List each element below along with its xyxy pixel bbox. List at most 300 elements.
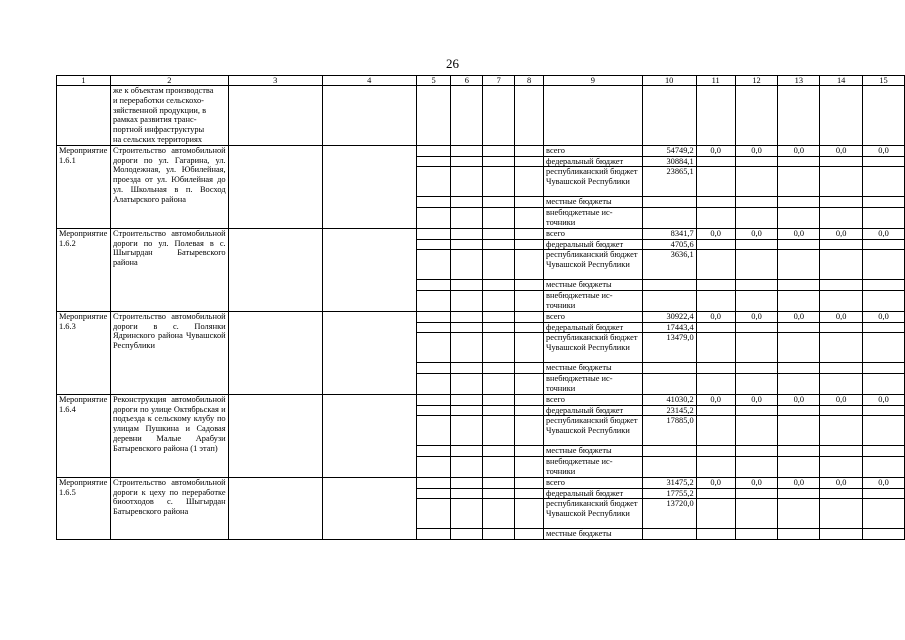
empty-cell xyxy=(863,363,905,374)
empty-cell xyxy=(778,446,820,457)
empty-cell xyxy=(515,197,544,208)
measure-1-row-total xyxy=(57,145,905,156)
empty-cell xyxy=(735,363,778,374)
empty-cell xyxy=(451,488,483,499)
continuation-code-cell xyxy=(57,86,111,146)
funding-source-label: местные бюджеты xyxy=(544,529,643,540)
measure-code: Мероприятие 1.6.3 xyxy=(57,311,111,394)
empty-cell xyxy=(416,374,451,395)
empty-cell xyxy=(735,167,778,197)
continuation-empty-cell xyxy=(228,86,322,146)
column-header-2: 2 xyxy=(110,76,228,86)
empty-cell xyxy=(696,488,735,499)
empty-cell xyxy=(416,208,451,229)
empty-cell xyxy=(483,228,515,239)
empty-cell xyxy=(696,374,735,395)
empty-cell xyxy=(696,250,735,280)
amount-total: 8341,7 xyxy=(642,228,696,239)
empty-cell xyxy=(515,363,544,374)
continuation-empty-cell xyxy=(515,86,544,146)
amount-empty xyxy=(642,291,696,312)
continuation-line: зяйственной продукции, в xyxy=(112,105,207,115)
year-value-col-15: 0,0 xyxy=(863,477,905,488)
empty-cell xyxy=(863,197,905,208)
column-header-7: 7 xyxy=(483,76,515,86)
empty-cell xyxy=(696,167,735,197)
empty-cell xyxy=(515,228,544,239)
empty-cell xyxy=(820,250,863,280)
funding-source-label: федеральный бюджет xyxy=(544,322,643,333)
empty-cell xyxy=(696,156,735,167)
empty-cell xyxy=(416,499,451,529)
empty-cell xyxy=(696,197,735,208)
empty-cell xyxy=(863,529,905,540)
column-header-10: 10 xyxy=(642,76,696,86)
column-header-5: 5 xyxy=(416,76,451,86)
column-header-15: 15 xyxy=(863,76,905,86)
empty-cell xyxy=(451,446,483,457)
empty-cell xyxy=(863,374,905,395)
continuation-description xyxy=(110,86,228,146)
empty-cell xyxy=(483,250,515,280)
year-value-col-12: 0,0 xyxy=(735,394,778,405)
amount-empty xyxy=(642,363,696,374)
empty-cell xyxy=(820,529,863,540)
column-header-14: 14 xyxy=(820,76,863,86)
measure-description: Строительство автомобильной дороги в с. Полянки Ядринского района Чувашской Республики xyxy=(110,311,228,394)
empty-cell xyxy=(820,457,863,478)
empty-cell xyxy=(416,291,451,312)
empty-cell xyxy=(863,488,905,499)
funding-source-label: внебюджетные ис-точники xyxy=(544,208,643,229)
measure-empty-cell xyxy=(322,228,416,311)
column-header-3: 3 xyxy=(228,76,322,86)
empty-cell xyxy=(696,405,735,416)
empty-cell xyxy=(863,156,905,167)
amount-federal: 23145,2 xyxy=(642,405,696,416)
column-header-13: 13 xyxy=(778,76,820,86)
empty-cell xyxy=(451,405,483,416)
measure-5-row-total xyxy=(57,477,905,488)
continuation-empty-cell xyxy=(778,86,820,146)
empty-cell xyxy=(416,311,451,322)
empty-cell xyxy=(696,208,735,229)
empty-cell xyxy=(416,416,451,446)
empty-cell xyxy=(778,250,820,280)
year-value-col-15: 0,0 xyxy=(863,228,905,239)
empty-cell xyxy=(451,228,483,239)
empty-cell xyxy=(515,394,544,405)
funding-source-label: всего xyxy=(544,228,643,239)
funding-source-label: внебюджетные ис-точники xyxy=(544,374,643,395)
empty-cell xyxy=(416,446,451,457)
amount-total: 54749,2 xyxy=(642,145,696,156)
empty-cell xyxy=(863,239,905,250)
empty-cell xyxy=(735,208,778,229)
empty-cell xyxy=(820,291,863,312)
continuation-line: портной инфраструктуры xyxy=(112,125,205,135)
budget-table xyxy=(56,75,905,540)
year-value-col-14: 0,0 xyxy=(820,477,863,488)
empty-cell xyxy=(416,322,451,333)
empty-cell xyxy=(696,446,735,457)
empty-cell xyxy=(820,167,863,197)
empty-cell xyxy=(515,250,544,280)
empty-cell xyxy=(515,457,544,478)
empty-cell xyxy=(696,239,735,250)
funding-source-label: федеральный бюджет xyxy=(544,156,643,167)
continuation-empty-cell xyxy=(451,86,483,146)
empty-cell xyxy=(778,197,820,208)
empty-cell xyxy=(483,311,515,322)
empty-cell xyxy=(778,322,820,333)
empty-cell xyxy=(416,250,451,280)
amount-republic: 17885,0 xyxy=(642,416,696,446)
funding-source-label: федеральный бюджет xyxy=(544,239,643,250)
empty-cell xyxy=(820,239,863,250)
measure-empty-cell xyxy=(228,311,322,394)
column-header-11: 11 xyxy=(696,76,735,86)
empty-cell xyxy=(696,363,735,374)
year-value-col-12: 0,0 xyxy=(735,311,778,322)
empty-cell xyxy=(416,457,451,478)
empty-cell xyxy=(820,280,863,291)
empty-cell xyxy=(416,394,451,405)
continuation-empty-cell xyxy=(642,86,696,146)
empty-cell xyxy=(735,156,778,167)
empty-cell xyxy=(778,167,820,197)
column-header-1: 1 xyxy=(57,76,111,86)
empty-cell xyxy=(416,197,451,208)
empty-cell xyxy=(515,311,544,322)
empty-cell xyxy=(778,416,820,446)
measure-empty-cell xyxy=(228,477,322,539)
measure-empty-cell xyxy=(322,394,416,477)
year-value-col-14: 0,0 xyxy=(820,145,863,156)
measure-description: Строительство автомобильной дороги по ул. Гагарина, ул. Молодежная, ул. Юбилейная, проезда от ул. Юбилейная до ул. Школьная в п. Восход Алатырского района xyxy=(110,145,228,228)
empty-cell xyxy=(515,322,544,333)
empty-cell xyxy=(820,405,863,416)
column-header-6: 6 xyxy=(451,76,483,86)
year-value-col-12: 0,0 xyxy=(735,477,778,488)
empty-cell xyxy=(483,488,515,499)
amount-empty xyxy=(642,446,696,457)
continuation-line: же к объектам производства xyxy=(112,86,214,95)
measure-empty-cell xyxy=(228,394,322,477)
empty-cell xyxy=(735,291,778,312)
empty-cell xyxy=(451,333,483,363)
empty-cell xyxy=(416,488,451,499)
empty-cell xyxy=(778,208,820,229)
empty-cell xyxy=(778,239,820,250)
empty-cell xyxy=(696,280,735,291)
amount-empty xyxy=(642,208,696,229)
amount-total: 31475,2 xyxy=(642,477,696,488)
empty-cell xyxy=(863,333,905,363)
empty-cell xyxy=(515,416,544,446)
empty-cell xyxy=(863,405,905,416)
empty-cell xyxy=(515,374,544,395)
empty-cell xyxy=(515,156,544,167)
measure-empty-cell xyxy=(228,145,322,228)
measure-code: Мероприятие 1.6.2 xyxy=(57,228,111,311)
empty-cell xyxy=(515,280,544,291)
empty-cell xyxy=(863,446,905,457)
measure-2-row-total xyxy=(57,228,905,239)
empty-cell xyxy=(863,322,905,333)
empty-cell xyxy=(820,363,863,374)
continuation-empty-cell xyxy=(696,86,735,146)
empty-cell xyxy=(451,499,483,529)
year-value-col-11: 0,0 xyxy=(696,477,735,488)
empty-cell xyxy=(515,488,544,499)
empty-cell xyxy=(451,156,483,167)
empty-cell xyxy=(778,156,820,167)
empty-cell xyxy=(778,374,820,395)
empty-cell xyxy=(863,416,905,446)
funding-source-label: внебюджетные ис-точники xyxy=(544,291,643,312)
continuation-line: рамках развития транс- xyxy=(112,115,197,125)
empty-cell xyxy=(735,197,778,208)
measure-description: Строительство автомобильной дороги по ул. Полевая в с. Шыгырдан Батыревского района xyxy=(110,228,228,311)
empty-cell xyxy=(696,291,735,312)
empty-cell xyxy=(483,529,515,540)
year-value-col-12: 0,0 xyxy=(735,145,778,156)
measure-code: Мероприятие 1.6.5 xyxy=(57,477,111,539)
empty-cell xyxy=(416,280,451,291)
empty-cell xyxy=(735,250,778,280)
empty-cell xyxy=(735,488,778,499)
empty-cell xyxy=(863,208,905,229)
empty-cell xyxy=(483,197,515,208)
empty-cell xyxy=(820,374,863,395)
empty-cell xyxy=(696,416,735,446)
funding-source-label: местные бюджеты xyxy=(544,197,643,208)
year-value-col-15: 0,0 xyxy=(863,145,905,156)
amount-republic: 13479,0 xyxy=(642,333,696,363)
amount-federal: 30884,1 xyxy=(642,156,696,167)
amount-empty xyxy=(642,529,696,540)
empty-cell xyxy=(735,416,778,446)
empty-cell xyxy=(483,499,515,529)
empty-cell xyxy=(735,280,778,291)
funding-source-label: внебюджетные ис-точники xyxy=(544,457,643,478)
empty-cell xyxy=(416,333,451,363)
empty-cell xyxy=(451,250,483,280)
empty-cell xyxy=(820,322,863,333)
measure-description: Реконструкция автомобильной дороги по улице Октябрьская и подъезда к сельскому клубу по улицам Пушкина и Садовая деревни Малые Арабузи Батыревского района (1 этап) xyxy=(110,394,228,477)
empty-cell xyxy=(820,499,863,529)
empty-cell xyxy=(696,322,735,333)
empty-cell xyxy=(515,333,544,363)
empty-cell xyxy=(483,416,515,446)
funding-source-label: всего xyxy=(544,145,643,156)
funding-source-label: республиканский бюджет Чувашской Республики xyxy=(544,416,643,446)
funding-source-label: республиканский бюджет Чувашской Республики xyxy=(544,333,643,363)
empty-cell xyxy=(483,208,515,229)
empty-cell xyxy=(483,280,515,291)
empty-cell xyxy=(515,208,544,229)
funding-source-label: всего xyxy=(544,394,643,405)
empty-cell xyxy=(416,145,451,156)
empty-cell xyxy=(483,394,515,405)
empty-cell xyxy=(778,405,820,416)
year-value-col-13: 0,0 xyxy=(778,228,820,239)
empty-cell xyxy=(863,167,905,197)
empty-cell xyxy=(451,374,483,395)
measure-description: Строительство автомобильной дороги к цеху по переработке биоотходов с. Шыгырдан Батыревского района xyxy=(110,477,228,539)
measure-code: Мероприятие 1.6.4 xyxy=(57,394,111,477)
year-value-col-11: 0,0 xyxy=(696,145,735,156)
empty-cell xyxy=(515,291,544,312)
empty-cell xyxy=(483,322,515,333)
empty-cell xyxy=(515,405,544,416)
amount-federal: 17755,2 xyxy=(642,488,696,499)
measure-code: Мероприятие 1.6.1 xyxy=(57,145,111,228)
empty-cell xyxy=(483,405,515,416)
empty-cell xyxy=(735,322,778,333)
year-value-col-14: 0,0 xyxy=(820,394,863,405)
year-value-col-13: 0,0 xyxy=(778,145,820,156)
amount-federal: 17443,4 xyxy=(642,322,696,333)
year-value-col-11: 0,0 xyxy=(696,394,735,405)
year-value-col-14: 0,0 xyxy=(820,228,863,239)
amount-federal: 4705,6 xyxy=(642,239,696,250)
empty-cell xyxy=(451,394,483,405)
empty-cell xyxy=(451,457,483,478)
amount-total: 30922,4 xyxy=(642,311,696,322)
empty-cell xyxy=(451,280,483,291)
empty-cell xyxy=(451,529,483,540)
year-value-col-13: 0,0 xyxy=(778,311,820,322)
empty-cell xyxy=(696,499,735,529)
empty-cell xyxy=(451,363,483,374)
measure-4-row-total xyxy=(57,394,905,405)
empty-cell xyxy=(416,363,451,374)
empty-cell xyxy=(820,416,863,446)
empty-cell xyxy=(820,197,863,208)
measure-empty-cell xyxy=(322,477,416,539)
empty-cell xyxy=(515,529,544,540)
empty-cell xyxy=(735,529,778,540)
amount-empty xyxy=(642,457,696,478)
year-value-col-14: 0,0 xyxy=(820,311,863,322)
empty-cell xyxy=(451,197,483,208)
year-value-col-11: 0,0 xyxy=(696,311,735,322)
continuation-empty-cell xyxy=(735,86,778,146)
year-value-col-12: 0,0 xyxy=(735,228,778,239)
empty-cell xyxy=(863,250,905,280)
empty-cell xyxy=(483,363,515,374)
empty-cell xyxy=(820,333,863,363)
continuation-empty-cell xyxy=(544,86,643,146)
continuation-row xyxy=(57,86,905,146)
funding-source-label: федеральный бюджет xyxy=(544,488,643,499)
empty-cell xyxy=(863,457,905,478)
empty-cell xyxy=(483,291,515,312)
column-header-4: 4 xyxy=(322,76,416,86)
empty-cell xyxy=(483,156,515,167)
empty-cell xyxy=(863,291,905,312)
column-header-8: 8 xyxy=(515,76,544,86)
empty-cell xyxy=(820,208,863,229)
empty-cell xyxy=(778,291,820,312)
empty-cell xyxy=(483,167,515,197)
empty-cell xyxy=(778,529,820,540)
continuation-empty-cell xyxy=(483,86,515,146)
empty-cell xyxy=(483,457,515,478)
funding-source-label: всего xyxy=(544,311,643,322)
empty-cell xyxy=(483,477,515,488)
empty-cell xyxy=(451,145,483,156)
empty-cell xyxy=(483,374,515,395)
empty-cell xyxy=(778,488,820,499)
empty-cell xyxy=(483,145,515,156)
continuation-empty-cell xyxy=(322,86,416,146)
empty-cell xyxy=(416,156,451,167)
empty-cell xyxy=(696,457,735,478)
funding-source-label: республиканский бюджет Чувашской Республики xyxy=(544,250,643,280)
empty-cell xyxy=(735,333,778,363)
empty-cell xyxy=(483,333,515,363)
measure-empty-cell xyxy=(322,145,416,228)
empty-cell xyxy=(416,228,451,239)
empty-cell xyxy=(483,446,515,457)
empty-cell xyxy=(451,322,483,333)
empty-cell xyxy=(515,167,544,197)
page-number: 26 xyxy=(446,56,459,71)
empty-cell xyxy=(820,156,863,167)
funding-source-label: местные бюджеты xyxy=(544,363,643,374)
empty-cell xyxy=(515,446,544,457)
empty-cell xyxy=(735,374,778,395)
funding-source-label: местные бюджеты xyxy=(544,446,643,457)
amount-empty xyxy=(642,374,696,395)
empty-cell xyxy=(820,488,863,499)
empty-cell xyxy=(416,239,451,250)
empty-cell xyxy=(416,529,451,540)
empty-cell xyxy=(515,499,544,529)
measure-empty-cell xyxy=(322,311,416,394)
funding-source-label: федеральный бюджет xyxy=(544,405,643,416)
empty-cell xyxy=(863,499,905,529)
column-header-9: 9 xyxy=(544,76,643,86)
empty-cell xyxy=(696,333,735,363)
empty-cell xyxy=(778,280,820,291)
empty-cell xyxy=(778,333,820,363)
empty-cell xyxy=(416,167,451,197)
empty-cell xyxy=(451,311,483,322)
column-header-12: 12 xyxy=(735,76,778,86)
empty-cell xyxy=(451,477,483,488)
empty-cell xyxy=(735,446,778,457)
empty-cell xyxy=(515,239,544,250)
empty-cell xyxy=(483,239,515,250)
empty-cell xyxy=(820,446,863,457)
year-value-col-13: 0,0 xyxy=(778,394,820,405)
empty-cell xyxy=(416,405,451,416)
amount-republic: 13720,0 xyxy=(642,499,696,529)
amount-empty xyxy=(642,280,696,291)
year-value-col-11: 0,0 xyxy=(696,228,735,239)
empty-cell xyxy=(451,167,483,197)
amount-empty xyxy=(642,197,696,208)
empty-cell xyxy=(451,291,483,312)
empty-cell xyxy=(416,477,451,488)
empty-cell xyxy=(778,363,820,374)
continuation-empty-cell xyxy=(416,86,451,146)
year-value-col-15: 0,0 xyxy=(863,311,905,322)
